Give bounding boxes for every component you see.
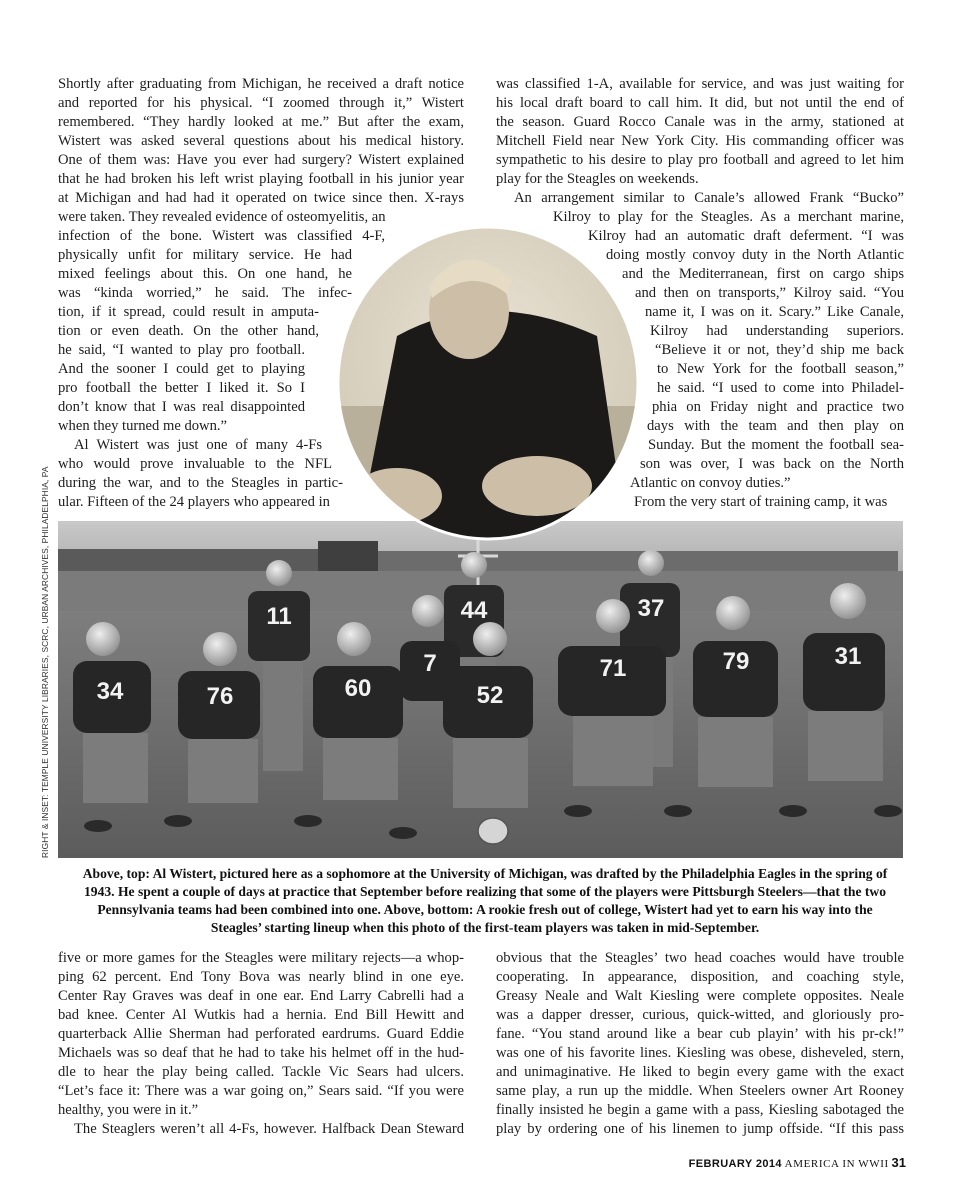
article-line: quarterback Allie Sherman had perforated eardrums. Guard Eddie — [58, 1026, 464, 1042]
article-line: mixed feelings about this. On one hand, he — [58, 266, 352, 282]
article-line: Michaels was so deaf that he had to take his helmet off in the hud- — [58, 1045, 464, 1061]
article-line: phia on Friday night and practice two — [652, 399, 904, 415]
article-line: tion, if it spread, could result in amputa- — [58, 304, 319, 320]
football — [478, 818, 508, 844]
article-line: Al Wistert was just one of many 4-Fs — [74, 437, 322, 453]
caption-line: Above, top: Al Wistert, pictured here as a sophomore at the University of Michigan, was drafted by the Philadelphia Eagles in the spring of — [82, 866, 888, 881]
article-line: pro football the better I liked it. So I — [58, 380, 305, 396]
caption-line: 1943. He spent a couple of days at practice that September before realizing that some of the players were Pittsburgh Steelers—that the two — [83, 884, 887, 899]
page-footer — [689, 1155, 906, 1170]
photo-credit: RIGHT & INSET: TEMPLE UNIVERSITY LIBRARIES, SCRC, URBAN ARCHIVES, PHILADELPHIA, PA — [40, 466, 50, 858]
article-line: An arrangement similar to Canale’s allowed Frank “Bucko” — [514, 190, 904, 206]
jersey-front-1: 34 — [96, 678, 124, 705]
article-line: “Believe it or not, they’d ship me back — [655, 342, 904, 358]
jersey-front-3: 60 — [344, 675, 372, 702]
jersey-back-2: 44 — [460, 597, 488, 624]
article-line: Center Ray Graves was deaf in one ear. End Larry Cabrelli had a — [58, 988, 464, 1004]
article-line: and reported for his physical. “I zoomed through it,” Wistert — [58, 95, 464, 111]
article-line: Kilroy had an automatic draft deferment. “I was — [588, 228, 904, 244]
jersey-front-5: 52 — [476, 682, 504, 709]
article-line: name it, I was on it. Scary.” Like Canale, — [645, 304, 904, 320]
article-line: One of them was: Have you ever had surgery? Wistert explained — [58, 152, 464, 168]
article-line: “Let’s face it: There was a war going on,” Sears said. “If you were — [58, 1083, 464, 1099]
article-line: physically unfit for military service. He had — [58, 247, 352, 263]
article-line: and then on transports,” Kilroy said. “You — [635, 285, 904, 301]
jersey-front-8: 31 — [834, 643, 862, 670]
article-line: five or more games for the Steagles were military rejects—a whop- — [58, 950, 464, 966]
wistert-portrait — [337, 226, 639, 541]
team-photo — [58, 521, 903, 858]
article-line: remembered. “They hardly looked at me.” But after the exam, — [58, 114, 464, 130]
article-line: same play, a run up the middle. When Steelers owner Art Rooney — [496, 1083, 904, 1099]
article-line: and unimaginative. He liked to begin every game with the exact — [496, 1064, 904, 1080]
article-line: dle to hear the play being called. Tackle Vic Sears had ulcers. — [58, 1064, 464, 1080]
article-line: when they turned me down.” — [58, 418, 227, 434]
article-line: son was over, I was back on the North — [640, 456, 904, 472]
article-line: Kilroy had understanding superiors. — [650, 323, 904, 339]
article-line: doing mostly convoy duty in the North Atlantic — [606, 247, 904, 263]
article-line: Atlantic on convoy duties.” — [630, 475, 791, 491]
article-line: infection of the bone. Wistert was classified 4-F, — [58, 228, 385, 244]
article-line: Kilroy to play for the Steagles. As a merchant marine, — [553, 209, 904, 225]
article-line: he said. “I used to come into Philadel- — [657, 380, 904, 396]
article-line: From the very start of training camp, it was — [634, 494, 888, 510]
article-line: The Steaglers weren’t all 4-Fs, however. Halfback Dean Steward — [74, 1121, 464, 1137]
article-line: the season. Guard Rocco Canale was in the army, stationed at — [496, 114, 904, 130]
jersey-front-4: 7 — [423, 650, 437, 677]
jersey-front-2: 76 — [206, 683, 234, 710]
article-line: obvious that the Steagles’ two head coaches would have trouble — [496, 950, 904, 966]
article-line: finally insisted he begin a game with a pass, Kiesling sabotaged the — [496, 1102, 904, 1118]
article-line: were taken. They revealed evidence of osteomyelitis, an — [58, 209, 386, 225]
article-line: bad knee. Center Al Wutkis had a hernia. End Bill Hewitt and — [58, 1007, 464, 1023]
article-line: he said, “I wanted to play pro football. — [58, 342, 305, 358]
caption-line: Steagles’ starting lineup when this photo of the first-team players was taken in mid-September. — [210, 920, 760, 935]
page-number: 31 — [891, 1155, 906, 1170]
article-line: was one of his favorite lines. Kiesling was obese, disheveled, stern, — [496, 1045, 904, 1061]
article-line: ular. Fifteen of the 24 players who appeared in — [58, 494, 330, 510]
article-line: to New York for the football season,” — [657, 361, 904, 377]
article-line: play for the Steagles on weekends. — [496, 171, 699, 187]
issue-date: FEBRUARY 2014 — [688, 1158, 782, 1170]
magazine-name: AMERICA IN WWII — [784, 1158, 889, 1170]
jersey-back-3: 37 — [637, 595, 665, 622]
article-line: days with the team and then play on — [647, 418, 904, 434]
article-line: sympathetic to his desire to play pro football and agreed to let him — [496, 152, 904, 168]
article-line: play by ordering one of his linemen to jump offside. “If this pass — [496, 1121, 904, 1137]
jersey-front-7: 79 — [722, 648, 750, 675]
article-line: And the sooner I could get to playing — [58, 361, 305, 377]
article-line: Wistert was asked several questions about his medical history. — [58, 133, 464, 149]
article-line: who would prove invaluable to the NFL — [58, 456, 332, 472]
article-line: was a dapper dresser, curious, quick-witted, and gloriously pro- — [496, 1007, 904, 1023]
article-line: his local draft board to call him. It did, but not until the end of — [496, 95, 904, 111]
jersey-back-1: 11 — [266, 603, 292, 630]
jersey-front-6: 71 — [599, 655, 627, 682]
article-line: that he had broken his left wrist playing football in his junior year — [58, 171, 464, 187]
article-line: was classified 1-A, available for service, and was just waiting for — [496, 76, 904, 92]
article-line: at Michigan and had had it operated on twice since then. X-rays — [58, 190, 464, 206]
article-line: healthy, you were in it.” — [58, 1102, 199, 1118]
article-line: Shortly after graduating from Michigan, he received a draft notice — [58, 76, 464, 92]
article-line: during the war, and to the Steagles in partic- — [58, 475, 343, 491]
article-line: don’t know that I was real disappointed — [58, 399, 305, 415]
article-line: and the Mediterranean, first on cargo ships — [622, 266, 904, 282]
article-line: Mitchell Field near New York City. His commanding officer was — [496, 133, 904, 149]
article-line: Sunday. But the moment the football sea- — [648, 437, 904, 453]
article-line: tion or even death. On the other hand, — [58, 323, 319, 339]
photo-caption — [64, 865, 906, 937]
article-line: Greasy Neale and Walt Kiesling were complete opposites. Neale — [496, 988, 904, 1004]
article-line: fane. “You stand around like a bear cub playin’ with his pr-ck!” — [496, 1026, 904, 1042]
article-line: cooperating. In appearance, disposition, and coaching style, — [496, 969, 904, 985]
article-line: was “kinda worried,” he said. The infec- — [58, 285, 352, 301]
caption-line: Pennsylvania teams had been combined into one. Above, bottom: A rookie fresh out of college, Wistert had yet to earn his way into the — [97, 902, 873, 917]
article-line: ping 62 percent. End Tony Bova was nearly blind in one eye. — [58, 969, 464, 985]
